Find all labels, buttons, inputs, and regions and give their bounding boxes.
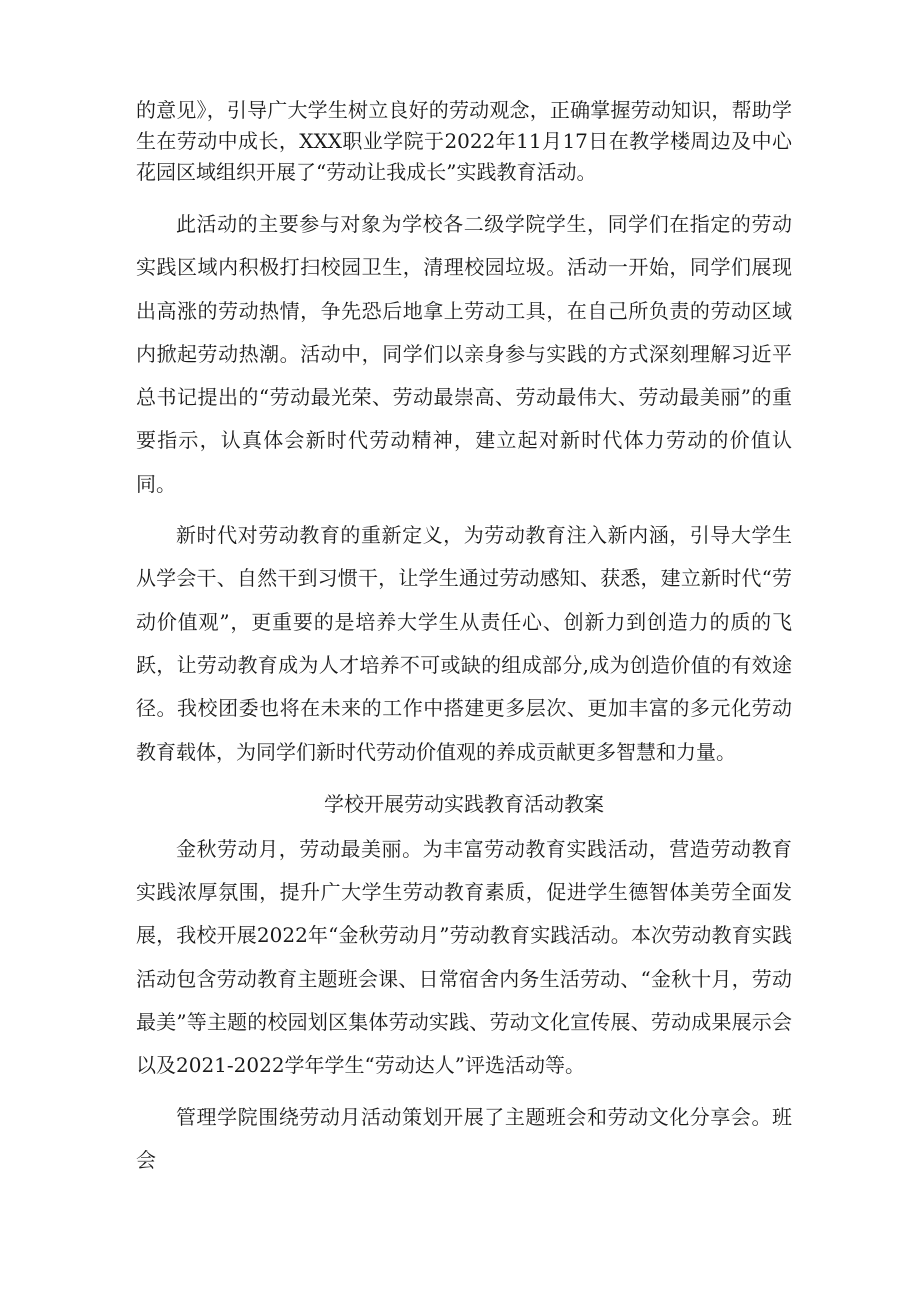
- paragraph-activity-participants: 此活动的主要参与对象为学校各二级学院学生，同学们在指定的劳动实践区域内积极打扫校园卫生，清理校园垃圾。活动一开始，同学们展现出高涨的劳动热情，争先恐后地拿上劳动工具，在自己所负责的劳动区域内掀起劳动热潮。活动中，同学们以亲身参与实践的方式深刻理解习近平总书记提出的“劳动最光荣、劳动最崇高、劳动最伟大、劳动最美丽”的重要指示，认真体会新时代劳动精神，建立起对新时代体力劳动的价值认同。: [136, 212, 792, 496]
- paragraph-golden-autumn-labor-month: 金秋劳动月，劳动最美丽。为丰富劳动教育实践活动，营造劳动教育实践浓厚氛围，提升广大学生劳动教育素质，促进学生德智体美劳全面发展，我校开展2022年“金秋劳动月”劳动教育实践活动。本次劳动教育实践活动包含劳动教育主题班会课、日常宿舍内务生活劳动、“金秋十月，劳动最美”等主题的校园划区集体劳动实践、劳动文化宣传展、劳动成果展示会以及2021-2022学年学生“劳动达人”评选活动等。: [136, 836, 792, 1078]
- paragraph-new-era-labor-education: 新时代对劳动教育的重新定义，为劳动教育注入新内涵，引导大学生从学会干、自然干到习惯干，让学生通过劳动感知、获悉，建立新时代“劳动价值观”，更重要的是培养大学生从责任心、创新力到创造力的质的飞跃，让劳动教育成为人才培养不可或缺的组成部分,成为创造价值的有效途径。我校团委也将在未来的工作中搭建更多层次、更加丰富的多元化劳动教育载体，为同学们新时代劳动价值观的养成贡献更多智慧和力量。: [136, 523, 792, 764]
- paragraph-management-school: 管理学院围绕劳动月活动策划开展了主题班会和劳动文化分享会。班会: [136, 1104, 792, 1172]
- section-title: 学校开展劳动实践教育活动教案: [324, 791, 604, 816]
- document-body: [136, 95, 792, 1182]
- paragraph-intro-continued: 的意见》，引导广大学生树立良好的劳动观念，正确掌握劳动知识，帮助学生在劳动中成长，XXX职业学院于2022年11月17日在教学楼周边及中心花园区域组织开展了“劳动让我成长”实践教育活动。: [136, 98, 792, 184]
